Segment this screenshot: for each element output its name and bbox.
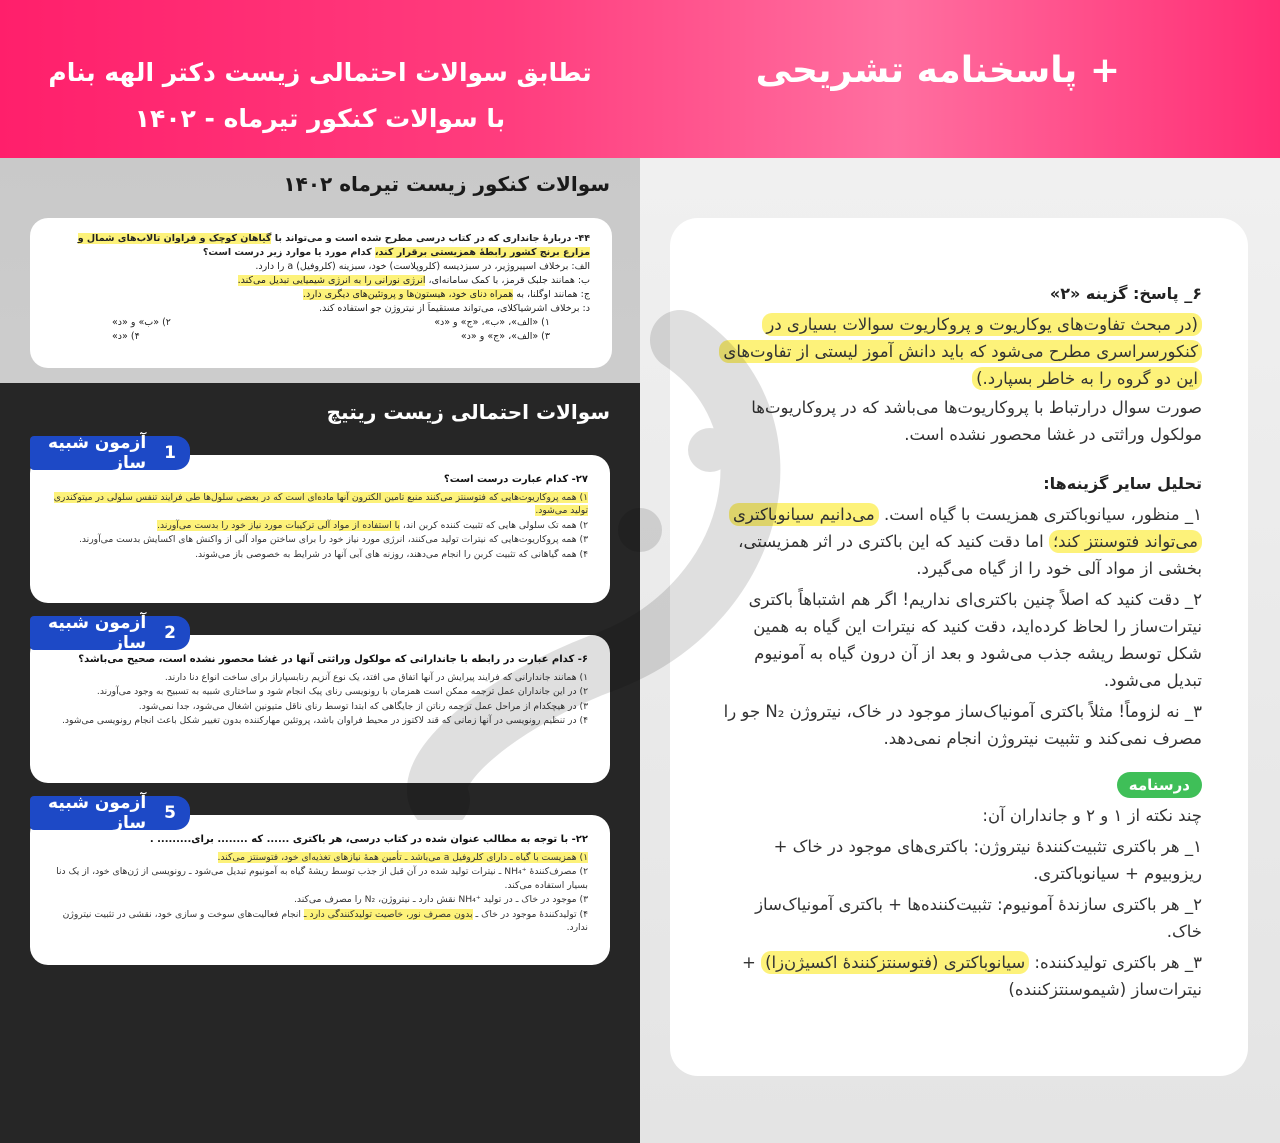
analysis-item-1 bbox=[722, 501, 1202, 582]
answer-heading: ۶_ پاسخ: گزینه «۲» bbox=[1049, 284, 1202, 303]
answer-intro-highlight: (در مبحث تفاوت‌های یوکاریوت و پروکاریوت سوالات بسیاری در کنکورسراسری مطرح می‌شود که باید دانش آموز لیستی از تفاوت‌های این دو گروه را به خاطر بسپارد.) bbox=[719, 313, 1202, 390]
option-2 bbox=[52, 519, 588, 533]
option-2-text: ۲) همه تک سلولی هایی که تثبیت کننده کربن اند، bbox=[399, 519, 588, 531]
lesson-point-3-text-b: + نیترات‌ساز (شیموسنتزکننده) bbox=[741, 953, 1202, 999]
option-3: ۳) در هیچکدام از مراحل عمل ترجمه رناتن از جایگاهی که ابتدا توسط رنای ناقل متیونین اشغال می‌شود، جدا نمی‌شود. bbox=[138, 700, 588, 712]
question-highlight-1: گیاهان کوچک و فراوان تالاب‌های شمال و bbox=[77, 233, 272, 244]
statement-jim-text: ج: همانند اوگلنا، به bbox=[513, 289, 590, 300]
answer-paragraph: صورت سوال درارتباط با پروکاریوت‌ها می‌باشد که در پروکاریوت‌ها مولکول وراثتی در غشا محصور نشده است. bbox=[751, 398, 1202, 444]
exam-badge-2 bbox=[30, 613, 190, 653]
analysis-heading: تحلیل سایر گزینه‌ها: bbox=[1043, 474, 1202, 493]
statement-jim bbox=[52, 288, 590, 302]
question-text-b: کدام مورد یا موارد زیر درست است؟ bbox=[202, 247, 375, 258]
header-banner bbox=[0, 0, 1280, 158]
konkur-section-title: سوالات کنکور زیست تیرماه ۱۴۰۲ bbox=[283, 172, 610, 196]
statement-be bbox=[52, 274, 590, 288]
option-2: ۲) در این جانداران عمل ترجمه ممکن است همزمان با رونویسی رنای پیک انجام شود و ساختاری شبیه به تسبیح به وجود می‌آورند. bbox=[96, 686, 588, 697]
answer-intro-paragraph bbox=[722, 311, 1202, 392]
statement-dal: د: برخلاف اشرشیاکلای، می‌تواند مستقیماً از نیتروژن جو استفاده کند. bbox=[318, 303, 590, 314]
lesson-point-3-text-a: ۳_ هر باکتری تولیدکننده: bbox=[1029, 953, 1202, 972]
exam-badge-5 bbox=[30, 793, 190, 833]
konkur-question-card bbox=[30, 218, 612, 368]
answer-options-row-1 bbox=[52, 316, 590, 330]
badge-label: آزمون شبیه ساز bbox=[48, 793, 147, 833]
badge-number: 2 bbox=[164, 623, 176, 643]
ritech-section-title: سوالات احتمالی زیست ریتیچ bbox=[326, 400, 610, 424]
badge-label: آزمون شبیه ساز bbox=[48, 613, 147, 653]
practice-question-card-1 bbox=[30, 455, 610, 603]
option-4-text-b: انجام فعالیت‌های سوخت و سازی خود، نقشی در تثبیت نیتروژن ندارد. bbox=[62, 908, 588, 933]
subtitle-line-1: تطابق سوالات احتمالی زیست دکتر الهه بنام bbox=[48, 58, 592, 87]
analysis-item-2: ۲_ دقت کنید که اصلاً چنین باکتری‌ای نداریم! اگر هم اشتباهاً باکتری نیترات‌ساز را لحاظ کرده‌اید، دقت کنید که نیترات این گیاه به همین شکل توسط ریشه جذب می‌شود و بعد از آن درون گیاه به آمونیوم تبدیل می‌شود. bbox=[748, 590, 1202, 690]
option-1 bbox=[52, 851, 588, 865]
statement-be-text: ب: همانند جلبک قرمز، با کمک سامانه‌ای، bbox=[425, 275, 590, 286]
header-subtitle bbox=[40, 50, 600, 142]
answer-option-3: ۳) «الف»، «ج» و «د» bbox=[460, 331, 550, 342]
statement-alef: الف: برخلاف اسپیروژیر، در سبزدیسه (کلروپلاست) خود، سبزینه (کلروفیل) a را دارد. bbox=[255, 261, 590, 272]
option-4-text-a: ۴) تولیدکنندهٔ موجود در خاک ـ bbox=[472, 908, 588, 920]
answer-option-4: ۴) «د» bbox=[112, 331, 140, 342]
option-4 bbox=[52, 908, 588, 935]
badge-label: آزمون شبیه ساز bbox=[48, 433, 147, 473]
exam-badge-1 bbox=[30, 433, 190, 473]
option-2: ۲) مصرف‌کنندهٔ ‎NH₄⁺‎ ـ نیترات تولید شده در آن قبل از جذب توسط ریشهٔ گیاه به آمونیوم تبدیل می‌شود ـ رونویسی از ژن‌های خود، از یک دنا بسیار استفاده می‌کند. bbox=[56, 866, 588, 891]
option-4-highlight: بدون مصرف نور، خاصیت تولیدکنندگی دارد ـ bbox=[303, 908, 473, 920]
answer-explanation-card bbox=[670, 218, 1248, 1076]
option-2-highlight: با استفاده از مواد آلی ترکیبات مورد نیاز خود را بدست می‌آورند. bbox=[157, 519, 400, 531]
badge-number: 5 bbox=[164, 803, 176, 823]
lesson-point-3-highlight: سیانوباکتری (فتوسنتزکنندهٔ اکسیژن‌زا) bbox=[761, 951, 1029, 974]
option-1: ۱) همانند جاندارانی که فرایند پیرایش در آنها اتفاق می افتد، یک نوع آنزیم رنابسپاراز برای ساخت انواع دنا دارند. bbox=[164, 671, 588, 683]
analysis-item-3: ۳_ نه لزوماً! مثلاً باکتری آمونیاک‌ساز موجود در خاک، نیتروژن N₂ جو را مصرف نمی‌کند و تثبیت نیتروژن انجام نمی‌دهد. bbox=[723, 702, 1202, 748]
practice-question-card-5 bbox=[30, 815, 610, 965]
lesson-intro: چند نکته از ۱ و ۲ و جانداران آن: bbox=[982, 806, 1202, 825]
statement-be-highlight: انرژی نورانی را به انرژی شیمیایی تبدیل می‌کند. bbox=[237, 275, 426, 286]
answer-option-2: ۲) «ب» و «د» bbox=[112, 317, 171, 328]
statement-jim-highlight: همراه دنای خود، هیستون‌ها و پروتئین‌های دیگری دارد. bbox=[302, 289, 514, 300]
option-3: ۳) موجود در خاک ـ در تولید ‎NH₄⁺‎ نقش دارد ـ نیتروژن، ‎N₂‎ را مصرف می‌کند. bbox=[293, 894, 588, 905]
analysis-item-1-highlight: می‌دانیم سیانوباکتری می‌تواند فتوسنتز کند؛ bbox=[729, 503, 1202, 553]
page-title: + پاسخنامه تشریحی bbox=[755, 50, 1120, 91]
question-title: ۶- کدام عبارت در رابطه با جاندارانی که مولکول وراثتی آنها در غشا محصور نشده است، صحیح می‌باشد؟ bbox=[78, 654, 588, 665]
konkur-question-line-1 bbox=[52, 232, 590, 246]
question-title: ۲۷- کدام عبارت درست است؟ bbox=[443, 474, 588, 485]
lesson-point-3 bbox=[722, 949, 1202, 1003]
answer-option-1: ۱) «الف»، «ب»، «ج» و «د» bbox=[434, 317, 550, 328]
question-title: ۲۲- با توجه به مطالب عنوان شده در کتاب درسی، هر باکتری ...... که ........ برای......... . bbox=[149, 834, 588, 845]
badge-number: 1 bbox=[164, 443, 176, 463]
konkur-question-line-2 bbox=[52, 246, 590, 260]
option-4: ۴) در تنظیم رونویسی در آنها زمانی که قند لاکتوز در محیط فراوان باشد، پروتئین مهارکننده بدون تغییر شکل باعث انجام رونویسی می‌شود. bbox=[61, 715, 588, 726]
subtitle-line-2: با سوالات کنکور تیرماه - ۱۴۰۲ bbox=[134, 104, 506, 133]
question-number: ۴۴- bbox=[574, 233, 590, 244]
option-4: ۴) همه گیاهانی که تثبیت کربن را انجام می‌دهند، روزنه های آبی آنها در شرایط به خصوصی باز می‌شوند. bbox=[195, 548, 588, 560]
lesson-point-2: ۲_ هر باکتری سازندهٔ آمونیوم: تثبیت‌کننده‌ها + باکتری آمونیاک‌ساز خاک. bbox=[755, 895, 1202, 941]
answer-options-row-2 bbox=[52, 330, 590, 344]
lesson-point-1: ۱_ هر باکتری تثبیت‌کنندهٔ نیتروژن: باکتری‌های موجود در خاک + ریزوبیوم + سیانوباکتری. bbox=[773, 837, 1202, 883]
practice-question-card-2 bbox=[30, 635, 610, 783]
option-1-highlight: ۱) همزیست با گیاه ـ دارای کلروفیل a می‌باشد ـ تأمین همهٔ نیازهای تغذیه‌ای خود، فتوسنتز می‌کند. bbox=[217, 851, 588, 863]
lesson-badge: درسنامه bbox=[1117, 772, 1202, 798]
option-1-highlight: ۱) همه پروکاریوت‌هایی که فتوسنتز می‌کنند منبع تامین الکترون آنها ماده‌ای است که در بعضی سلول‌ها طی فرایند تنفس سلولی در میتوکندری تولید می‌شود. bbox=[53, 491, 588, 516]
question-highlight-2: مزارع برنج کشور رابطهٔ همزیستی برقرار کند، bbox=[374, 247, 590, 258]
analysis-item-1-text-a: ۱_ منظور، سیانوباکتری همزیست با گیاه است. bbox=[878, 505, 1202, 524]
analysis-item-1-text-b: اما دقت کنید که این باکتری در اثر همزیستی، بخشی از مواد آلی خود را از گیاه می‌گیرد. bbox=[738, 532, 1202, 578]
option-1 bbox=[52, 491, 588, 518]
question-text-a: دربارهٔ جانداری که در کتاب درسی مطرح شده است و می‌تواند با bbox=[271, 233, 572, 244]
option-3: ۳) همه پروکاریوت‌هایی که نیترات تولید می‌کنند، انرژی مورد نیاز خود را برای ساختن مواد آلی از واکنش های اکسایش بدست می‌آورند. bbox=[78, 534, 588, 545]
